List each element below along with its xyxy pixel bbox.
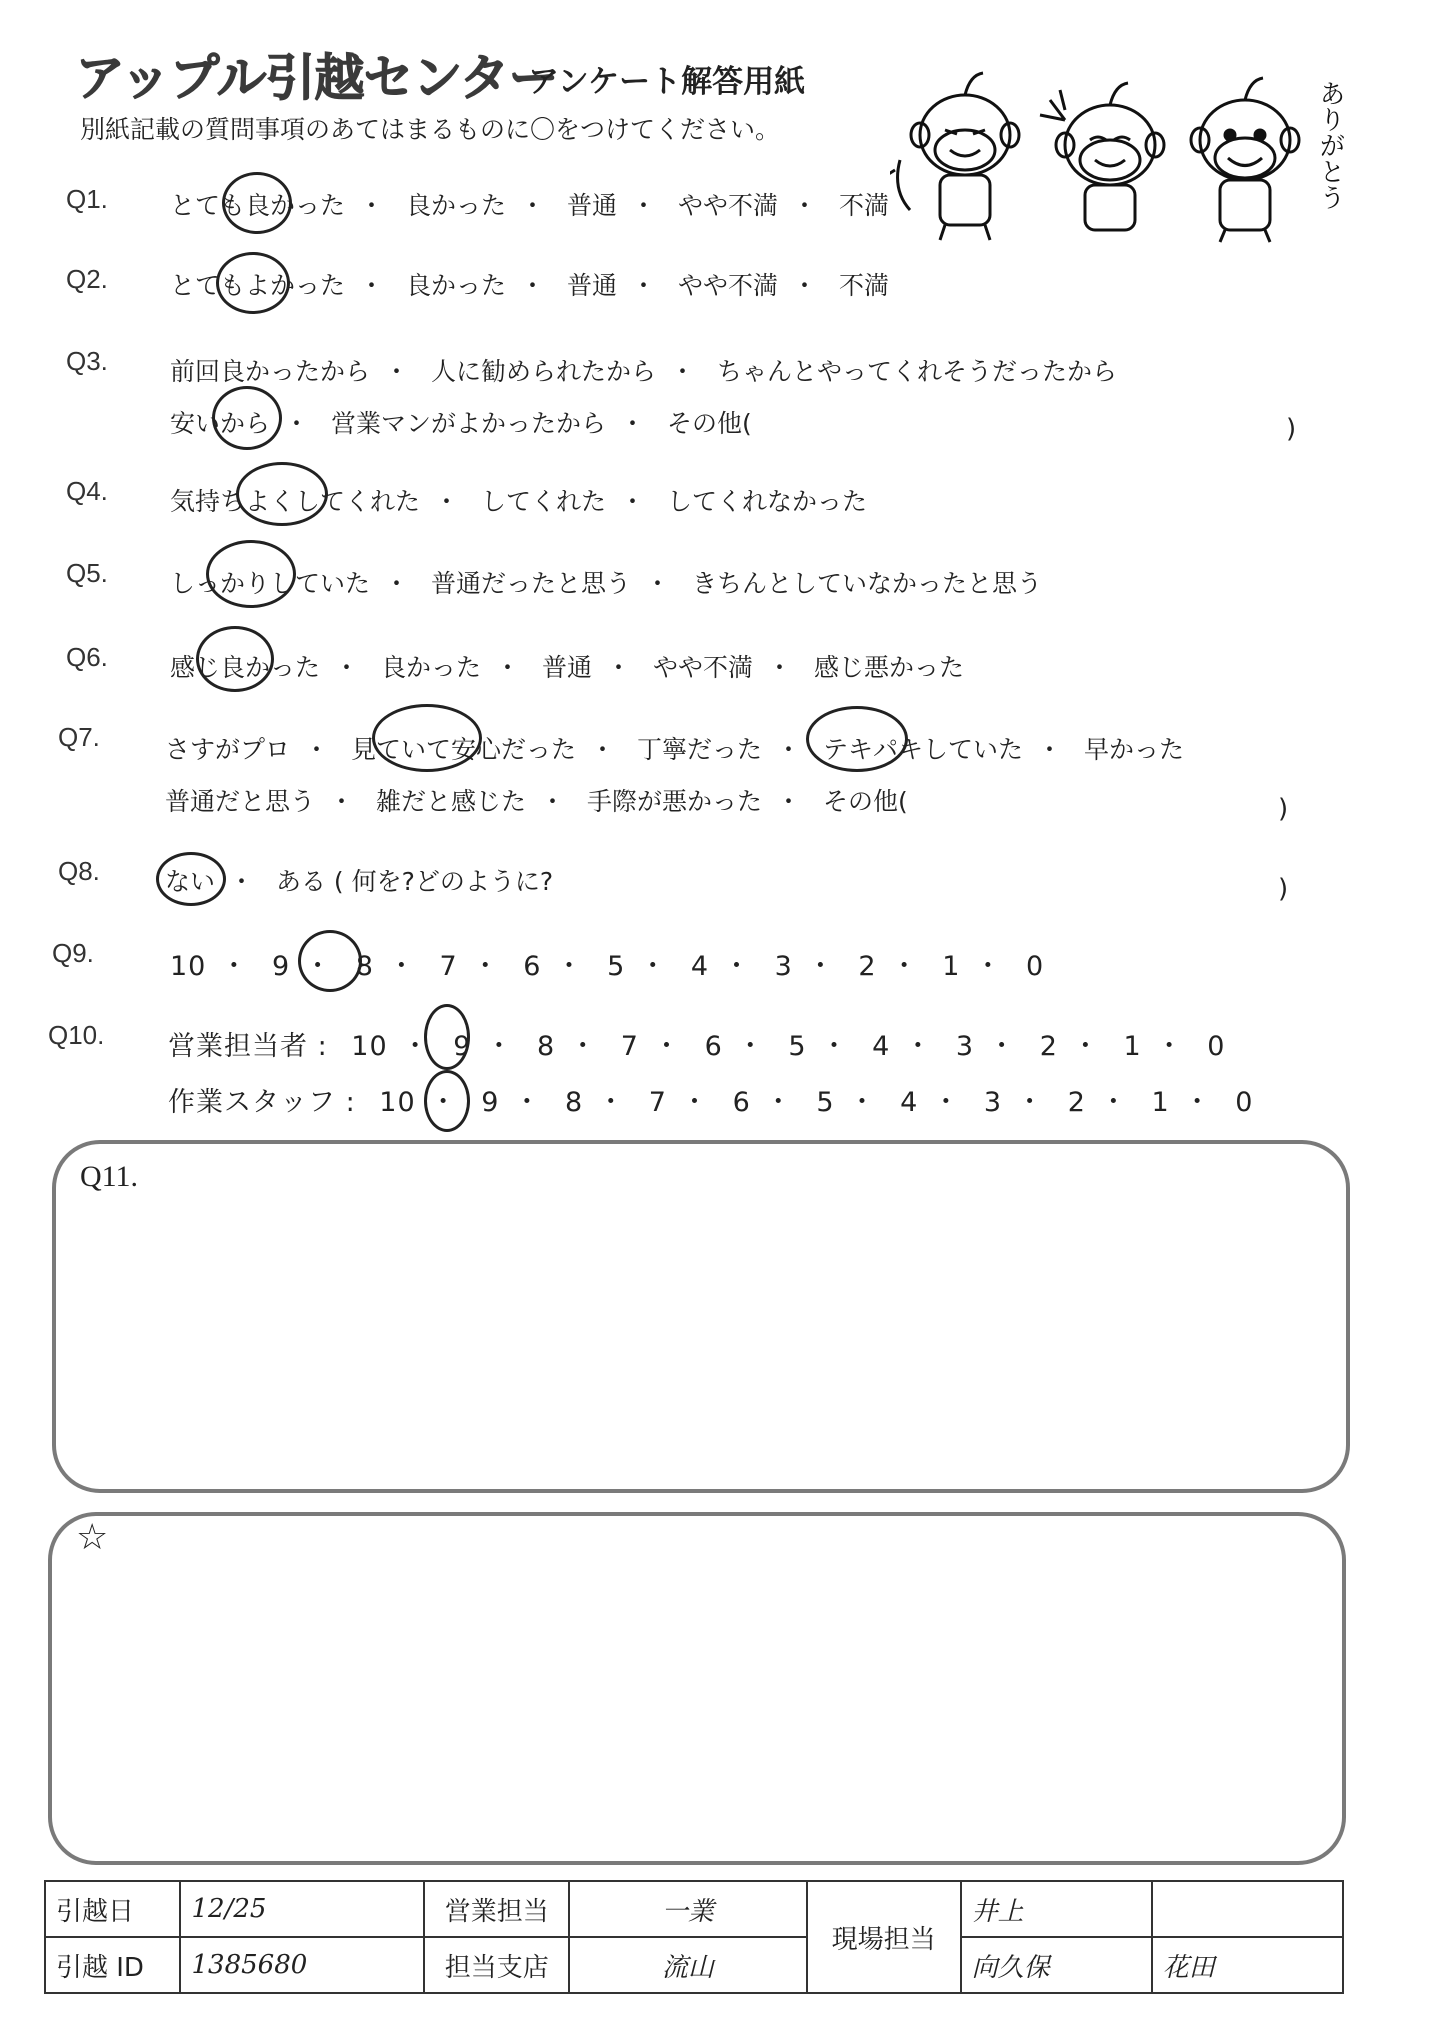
q10-staff-option[interactable]: 5 [816, 1087, 835, 1118]
q9-option[interactable]: 0 [1025, 951, 1045, 982]
q1-option[interactable]: とても良かった [170, 191, 346, 220]
q4-selection-circle [236, 462, 328, 526]
form-subtitle: アンケート解答用紙 [528, 64, 806, 100]
q10-sales-option[interactable]: 2 [1039, 1031, 1058, 1062]
q4-option[interactable]: してくれた [480, 487, 606, 516]
q6-label: Q6. [66, 642, 108, 672]
q10-staff-option[interactable]: 8 [565, 1087, 584, 1118]
q5-label: Q5. [66, 558, 108, 588]
q3-option[interactable]: その他( [666, 409, 752, 438]
q8-option[interactable]: ない [165, 867, 216, 896]
site-rep-4[interactable]: 花田 [1152, 1937, 1343, 1993]
q1-option[interactable]: 普通 [566, 191, 617, 220]
q4-option[interactable]: してくれなかった [666, 487, 867, 516]
q10-staff-scale: 作業スタッフ : 10 ・ 9 ・ 8 ・ 7 ・ 6 ・ 5 ・ 4 ・ 3 ・ 2 ・ 1 ・ 0 [168, 1087, 1254, 1118]
q10-sales-option[interactable]: 10 [351, 1031, 388, 1062]
q5-option[interactable]: しっかりしていた [170, 569, 371, 598]
q3-selection-circle [212, 386, 282, 450]
q8-options: ない ・ ある ( 何を?どのように? [165, 867, 554, 896]
site-rep-2[interactable] [1152, 1881, 1343, 1937]
move-info-table [44, 1880, 1344, 1994]
q1-option[interactable]: やや不満 [677, 191, 778, 220]
q10-sales-option[interactable]: 6 [704, 1031, 723, 1062]
q10-sales-option[interactable]: 5 [788, 1031, 807, 1062]
q6-options: 感じ良かった ・ 良かった ・ 普通 ・ やや不満 ・ 感じ悪かった [170, 653, 964, 682]
q1-option[interactable]: 不満 [838, 191, 889, 220]
q10-staff-option[interactable]: 0 [1235, 1087, 1254, 1118]
q10-staff-option[interactable]: 9 [481, 1087, 500, 1118]
q2-label: Q2. [66, 264, 108, 294]
q11-comment-box[interactable] [52, 1140, 1350, 1493]
site-rep-1[interactable]: 井上 [961, 1881, 1152, 1937]
q5-selection-circle [206, 540, 296, 608]
q10-staff-option[interactable]: 10 [379, 1087, 416, 1118]
q5-option[interactable]: きちんとしていなかったと思う [691, 569, 1042, 598]
q7-selection-circle-2 [806, 706, 908, 772]
q6-option[interactable]: やや不満 [652, 653, 753, 682]
move-id-label: 引越 ID [45, 1937, 180, 1993]
q8-label: Q8. [58, 856, 100, 886]
q2-option[interactable]: とてもよかった [170, 271, 346, 300]
q6-option[interactable]: 感じ悪かった [813, 653, 964, 682]
site-rep-label: 現場担当 [807, 1881, 961, 1993]
q9-option[interactable]: 2 [858, 951, 877, 982]
q6-option[interactable]: 良かった [380, 653, 481, 682]
star-icon: ☆ [76, 1517, 109, 1557]
q10-sales-option[interactable]: 4 [872, 1031, 891, 1062]
q7-option[interactable]: テキパキしていた [822, 735, 1023, 764]
star-comment-box[interactable] [48, 1512, 1346, 1865]
q8-option[interactable]: ある ( 何を?どのように? [275, 867, 554, 896]
q9-option[interactable]: 10 [170, 951, 207, 982]
q6-option[interactable]: 普通 [541, 653, 592, 682]
q3-option[interactable]: 前回良かったから [170, 357, 371, 386]
q11-label: Q11. [80, 1160, 139, 1193]
q10-staff-selection-circle [424, 1070, 470, 1132]
q3-option[interactable]: 安いから [170, 409, 271, 438]
move-id-value[interactable]: 1385680 [180, 1937, 424, 1993]
q2-option[interactable]: 普通 [566, 271, 617, 300]
q10-staff-option[interactable]: 7 [648, 1087, 667, 1118]
q1-option[interactable]: 良かった [405, 191, 506, 220]
q9-option[interactable]: 1 [942, 951, 961, 982]
q2-options: とてもよかった ・ 良かった ・ 普通 ・ やや不満 ・ 不満 [170, 271, 889, 300]
q7-option[interactable]: 丁寧だった [636, 735, 762, 764]
q1-selection-circle [222, 172, 292, 234]
q10-staff-option[interactable]: 6 [732, 1087, 751, 1118]
monkey-mascots-illustration [890, 60, 1350, 250]
q7-option[interactable]: 雑だと感じた [375, 787, 526, 816]
q7-option[interactable]: 早かった [1083, 735, 1184, 764]
q2-option[interactable]: 不満 [838, 271, 889, 300]
q9-option[interactable]: 3 [774, 951, 793, 982]
q5-options: しっかりしていた ・ 普通だったと思う ・ きちんとしていなかったと思う [170, 569, 1042, 598]
q10-sales-scale: 営業担当者 : 10 ・ 9 ・ 8 ・ 7 ・ 6 ・ 5 ・ 4 ・ 3 ・ 2 ・ 1 ・ 0 [168, 1031, 1226, 1062]
q8-close-paren: ) [1278, 874, 1289, 904]
move-date-value[interactable]: 12/25 [180, 1881, 424, 1937]
q7-option[interactable]: 見ていて安心だった [350, 735, 576, 764]
branch-value[interactable]: 流山 [569, 1937, 807, 1993]
site-rep-3[interactable]: 向久保 [961, 1937, 1152, 1993]
q9-option[interactable]: 9 [271, 951, 291, 982]
instructions: 別紙記載の質問事項のあてはまるものに〇をつけてください。 [80, 115, 781, 144]
branch-label: 担当支店 [424, 1937, 569, 1993]
q6-option[interactable]: 感じ良かった [170, 653, 321, 682]
q10-sales-label: 営業担当者 : [168, 1031, 328, 1062]
q7-selection-circle-1 [372, 704, 482, 772]
q10-label: Q10. [48, 1020, 105, 1050]
q2-option[interactable]: 良かった [405, 271, 506, 300]
q10-sales-option[interactable]: 9 [453, 1031, 472, 1062]
q7-close-paren: ) [1278, 794, 1289, 824]
q9-option[interactable]: 8 [355, 951, 374, 982]
q10-sales-option[interactable]: 8 [537, 1031, 556, 1062]
q10-sales-selection-circle [424, 1004, 470, 1070]
move-date-label: 引越日 [45, 1881, 180, 1937]
q3-option[interactable]: 営業マンがよかったから [330, 409, 606, 438]
q3-close-paren: ) [1286, 414, 1297, 444]
q9-option[interactable]: 7 [439, 951, 458, 982]
q10-staff-option[interactable]: 1 [1151, 1087, 1170, 1118]
q9-option[interactable]: 6 [523, 951, 542, 982]
q7-option[interactable]: 手際が悪かった [586, 787, 762, 816]
sales-rep-value[interactable]: 一業 [569, 1881, 807, 1937]
q10-staff-option[interactable]: 2 [1067, 1087, 1086, 1118]
q9-option[interactable]: 5 [607, 951, 626, 982]
q7-label: Q7. [58, 722, 100, 752]
q4-option[interactable]: 気持ちよくしてくれた [170, 487, 421, 516]
q1-options: とても良かった ・ 良かった ・ 普通 ・ やや不満 ・ 不満 [170, 191, 889, 220]
q8-selection-circle [156, 852, 226, 906]
q7-options-line2: 普通だと思う ・ 雑だと感じた ・ 手際が悪かった ・ その他( [165, 787, 908, 816]
q10-staff-label: 作業スタッフ : [168, 1087, 356, 1118]
q7-option[interactable]: 普通だと思う [165, 787, 316, 816]
q10-sales-option[interactable]: 0 [1207, 1031, 1226, 1062]
q3-option[interactable]: 人に勧められたから [430, 357, 656, 386]
q10-sales-option[interactable]: 1 [1123, 1031, 1142, 1062]
q4-label: Q4. [66, 476, 108, 506]
q3-option[interactable]: ちゃんとやってくれそうだったから [716, 357, 1117, 386]
q9-option[interactable]: 4 [690, 951, 710, 982]
q7-option[interactable]: さすがプロ [165, 735, 291, 764]
q7-option[interactable]: その他( [822, 787, 908, 816]
q9-selection-circle [298, 930, 362, 992]
q10-sales-option[interactable]: 7 [620, 1031, 639, 1062]
q7-options-line1: さすがプロ ・ 見ていて安心だった ・ 丁寧だった ・ テキパキしていた ・ 早かった [165, 735, 1184, 764]
q5-option[interactable]: 普通だったと思う [430, 569, 631, 598]
q3-options-line1: 前回良かったから ・ 人に勧められたから ・ ちゃんとやってくれそうだったから [170, 357, 1117, 386]
q10-sales-option[interactable]: 3 [955, 1031, 975, 1062]
thanks-text: ありがとう [1315, 80, 1345, 210]
company-title: アップル引越センター [75, 49, 558, 107]
q6-selection-circle [196, 626, 274, 692]
sales-rep-label: 営業担当 [424, 1881, 569, 1937]
q3-options-line2: 安いから ・ 営業マンがよかったから ・ その他( [170, 409, 752, 438]
q9-scale: 10 ・ 9 ・ 8 ・ 7 ・ 6 ・ 5 ・ 4 ・ 3 ・ 2 ・ 1 ・ 0 [170, 951, 1045, 982]
q2-option[interactable]: やや不満 [677, 271, 778, 300]
q2-selection-circle [216, 252, 290, 314]
q10-staff-option[interactable]: 4 [900, 1087, 919, 1118]
q4-options: 気持ちよくしてくれた ・ してくれた ・ してくれなかった [170, 487, 867, 516]
q9-label: Q9. [52, 938, 94, 968]
q1-label: Q1. [66, 184, 108, 214]
q3-label: Q3. [66, 346, 108, 376]
q10-staff-option[interactable]: 3 [983, 1087, 1003, 1118]
